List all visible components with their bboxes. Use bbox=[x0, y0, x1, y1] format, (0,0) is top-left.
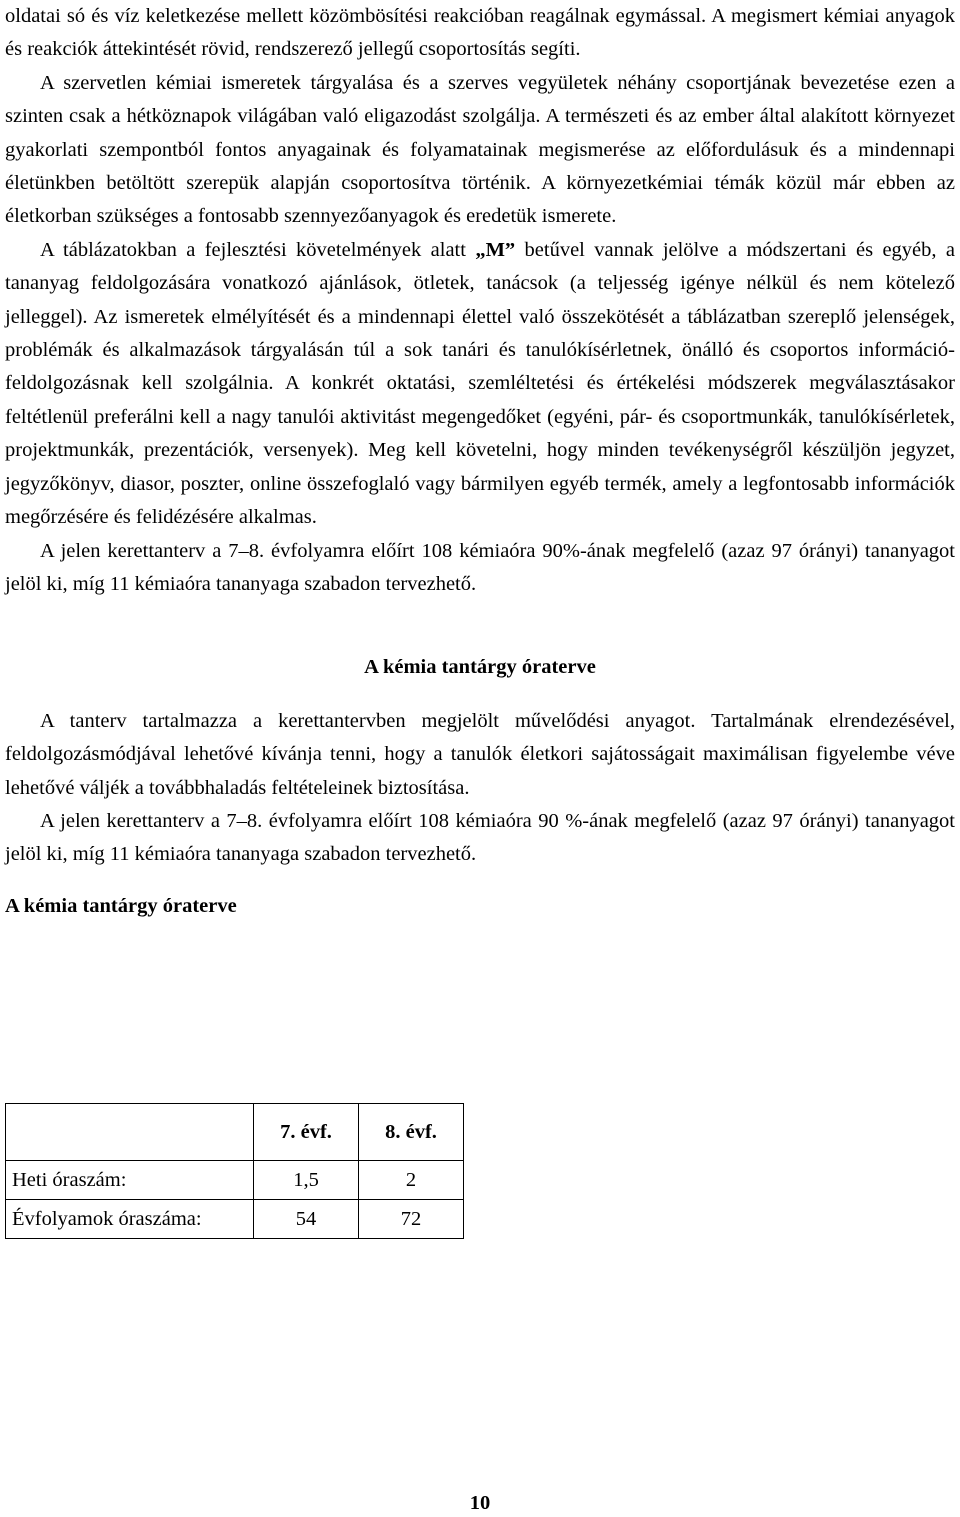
table-row bbox=[6, 1200, 464, 1239]
cell-grade-7: 1,5 bbox=[254, 1161, 359, 1200]
table-header-row bbox=[6, 1104, 464, 1161]
m-marker: „M” bbox=[475, 238, 516, 261]
paragraph-methodology bbox=[5, 234, 955, 535]
section-heading-centered: A kémia tantárgy óraterve bbox=[364, 656, 596, 679]
paragraph-curriculum: A tanterv tartalmazza a kerettantervben megjelölt művelődési anyagot. Tartalmának elrendezésével, feldolgozásmódjával lehetővé kívánja tenni, hogy a tanulók életkori sajátosságait maximálisan figyelembe véve lehetővé váljék a továbbhaladás feltételeinek biztosítása. bbox=[5, 709, 955, 799]
row-label: Évfolyamok óraszáma: bbox=[6, 1200, 254, 1239]
spacer bbox=[5, 601, 955, 651]
cell-grade-7: 54 bbox=[254, 1200, 359, 1239]
paragraph-hours-2: A jelen kerettanterv a 7–8. évfolyamra előírt 108 kémiaóra 90 %-ának megfelelő (azaz 97 órányi) tananyagot jelöl ki, míg 11 kémiaóra tananyaga szabadon tervezhető. bbox=[5, 809, 955, 866]
cell-grade-8: 72 bbox=[359, 1200, 464, 1239]
header-empty-cell bbox=[6, 1104, 254, 1161]
table-row bbox=[6, 1161, 464, 1200]
hours-table bbox=[5, 1103, 464, 1239]
cell-grade-8: 2 bbox=[359, 1161, 464, 1200]
spacer bbox=[5, 685, 955, 705]
row-label: Heti óraszám: bbox=[6, 1161, 254, 1200]
table-heading: A kémia tantárgy óraterve bbox=[5, 894, 237, 917]
page-number: 10 bbox=[469, 1492, 491, 1514]
header-grade-7: 7. évf. bbox=[254, 1104, 359, 1161]
spacer bbox=[5, 872, 955, 890]
methodology-text-end: betűvel vannak jelölve a módszertani és egyéb, a tananyag feldolgozására vonatkozó ajánlások, ötletek, tanácsok (a teljesség igénye nélkül és nem kötelező jelleggel). Az ismeretek elmélyítését és a mindennapi élettel való összekötését a táblázatban szereplő jelenségek, problémák és alkalmazások tárgyalásán túl a sok tanári és tanulókísérletnek, önálló és csoportos információ-feldolgozásnak kell szolgálnia. A konkrét oktatási, szemléltetési és értékelési módszerek megválasztásakor feltétlenül preferálni kell a nagy tanulói aktivitást megengedőket (egyéni, pár- és csoportmunkák, tanulókísérletek, projektmunkák, prezentációk, versenyek). Meg kell követelni, hogy minden tevékenységről készüljön jegyzet, jegyzőkönyv, diasor, poszter, online összefoglaló vagy bármilyen egyéb termék, amely a legfontosabb információk megőrzésére és felidézésére alkalmas. bbox=[5, 238, 955, 529]
methodology-text-start: A táblázatokban a fejlesztési követelmények alatt bbox=[40, 238, 476, 261]
header-grade-8: 8. évf. bbox=[359, 1104, 464, 1161]
paragraph-hours-1: A jelen kerettanterv a 7–8. évfolyamra előírt 108 kémiaóra 90%-ának megfelelő (azaz 97 órányi) tananyagot jelöl ki, míg 11 kémiaóra tananyaga szabadon tervezhető. bbox=[5, 539, 955, 595]
paragraph-neutralization: oldatai só és víz keletkezése mellett közömbösítési reakcióban reagálnak egymással. A megismert kémiai anyagok és reakciók áttekintését rövid, rendszerező jellegű csoportosítás segíti. bbox=[5, 5, 955, 61]
paragraph-inorganic-knowledge: A szervetlen kémiai ismeretek tárgyalása és a szerves vegyületek néhány csoportjának bevezetése ezen a szinten csak a hétköznapok világában való eligazodást szolgálja. A természeti és az ember által alakított környezet gyakorlati szempontból fontos anyagainak és folyamatainak megismerése az előfordulásuk és a mindennapi életünkben betöltött szerepük alapján csoportosítva történik. A környezetkémiai témák közül már ebben az életkorban szükséges a fontosabb szennyezőanyagok és eredetük ismerete. bbox=[5, 71, 955, 228]
document-page bbox=[5, 0, 955, 1230]
